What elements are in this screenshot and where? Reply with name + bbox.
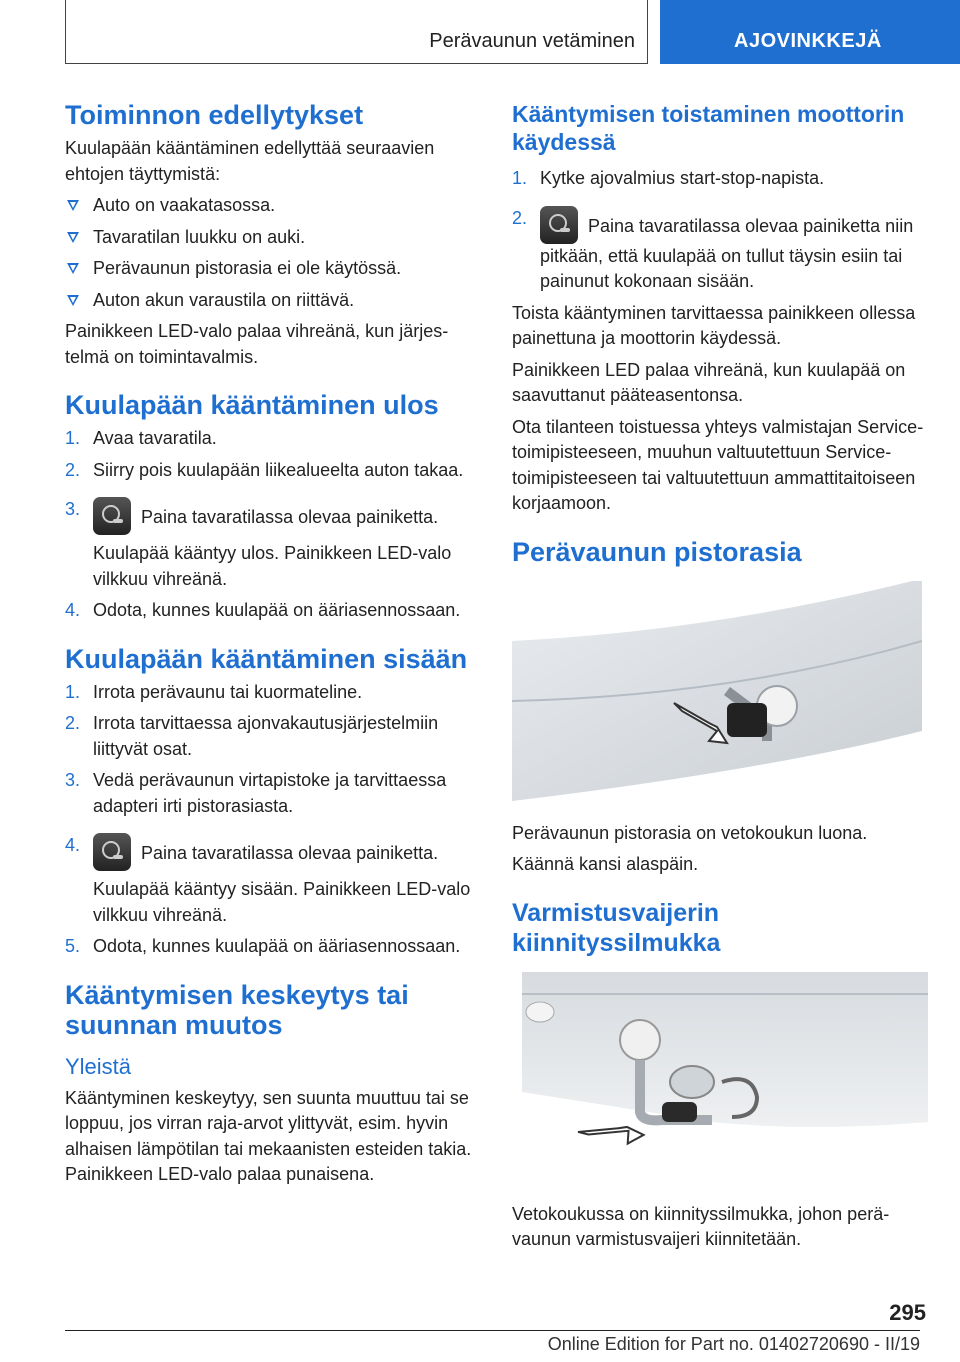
safety-loop-illustration xyxy=(512,972,928,1182)
list-item: 2. Paina tavaratilassa olevaa painiketta niin pitkään, että kuulapää on tullut täysin esiin tai painunut kokonaan sisään. xyxy=(512,207,914,291)
socket-text-1: Perävaunun pistorasia on vetokoukun luona. xyxy=(512,822,868,843)
list-item: Perävaunun pistorasia ei ole käytössä. xyxy=(65,256,481,282)
header-section-box xyxy=(65,0,648,64)
led-ready-note: Painikkeen LED-valo palaa vihreänä, kun järjestelmä on toimintavalmis. xyxy=(65,321,449,367)
list-item: 5. Odota, kunnes kuulapää on ääriasennossaan. xyxy=(65,936,461,956)
bullet-triangle-icon xyxy=(67,295,79,306)
bullet-triangle-icon xyxy=(67,232,79,243)
heading-trailer-socket: Perävaunun pistorasia xyxy=(512,536,802,567)
list-item: 3. Vedä perävaunun virtapistoke ja tarvittaessa adapteri irti pistorasiasta. xyxy=(65,770,447,816)
bullet-triangle-icon xyxy=(67,263,79,274)
left-column xyxy=(65,100,481,1188)
subheading-general: Yleistä xyxy=(65,1053,132,1079)
footer-divider xyxy=(65,1330,920,1331)
repeat-text-2: Painikkeen LED palaa vihreänä, kun kuulapää on saavuttanut pääteasentonsa. xyxy=(512,359,906,405)
heading-interruption: Kääntymisen keskeytys tai suunnan muutos xyxy=(65,979,409,1040)
tow-hitch-button-icon xyxy=(93,833,131,871)
tow-hitch-button-icon xyxy=(540,206,578,244)
header-chapter-title: AJOVINKKEJÄ xyxy=(734,30,882,52)
repeat-text-3: Ota tilanteen toistuessa yhteys valmistajan Service-toimipisteeseen, muuhun valtuutettuun Service-toimipisteeseen tai valtuutettuun ammattitaitoiseen korjaamoon. xyxy=(512,416,924,513)
list-item: Auton akun varaustila on riittävä. xyxy=(65,288,481,314)
header-section-title: Perävaunun vetäminen xyxy=(429,30,635,52)
trailer-socket-illustration xyxy=(512,581,922,801)
list-item: 4. Odota, kunnes kuulapää on ääriasennossaan. xyxy=(65,600,461,620)
list-item: 4. Paina tavaratilassa olevaa painiketta. xyxy=(65,833,481,871)
list-item: 1. Kytke ajovalmius start-stop-napista. xyxy=(512,168,825,188)
safety-loop-figure xyxy=(512,972,928,1182)
list-item: Kuulapää kääntyy ulos. Painikkeen LED-valo vilkkuu vihreänä. xyxy=(93,543,452,589)
repeat-text-1: Toista kääntyminen tarvittaessa painikkeen ollessa painettuna ja moottorin käydessä. xyxy=(512,302,916,348)
list-item: 3. Paina tavaratilassa olevaa painiketta. xyxy=(65,497,481,535)
heading-repeat-swing: Kääntymisen toistaminen moottorin käydessä xyxy=(512,101,905,155)
list-item: Auto on vaakatasossa. xyxy=(65,193,481,219)
list-item: 1. Avaa tavaratila. xyxy=(65,428,217,448)
footer-edition: Online Edition for Part no. 01402720690 - II/19 xyxy=(547,1334,920,1354)
bullet-triangle-icon xyxy=(67,200,79,211)
heading-safety-cable-loop: Varmistusvaijerin kiinnityssilmukka xyxy=(512,898,721,957)
prerequisites-intro: Kuulapään kääntäminen edellyttää seuraavien ehtojen täyttymistä: xyxy=(65,138,435,184)
header-chapter-box[interactable] xyxy=(660,0,960,64)
socket-text-2: Käännä kansi alaspäin. xyxy=(512,854,699,874)
list-item: Kuulapää kääntyy sisään. Painikkeen LED-valo vilkkuu vihreänä. xyxy=(93,879,471,925)
list-item: 2. Siirry pois kuulapään liikealueelta auton takaa. xyxy=(65,459,464,480)
right-column xyxy=(512,100,928,1253)
trailer-socket-figure xyxy=(512,581,922,801)
tow-hitch-button-icon xyxy=(93,497,131,535)
list-item: Tavaratilan luukku on auki. xyxy=(65,225,481,251)
safety-loop-text: Vetokoukussa on kiinnityssilmukka, johon perävaunun varmistusvaijeri kiinnitetään. xyxy=(512,1203,890,1249)
interruption-text: Kääntyminen keskeytyy, sen suunta muuttuu tai se loppuu, jos virran raja-arvot ylittyvät, esim. hyvin alhaisen lämpötilan tai mekaanisten esteiden takia. Painikkeen LED-valo palaa punaisena. xyxy=(65,1087,472,1184)
heading-prerequisites: Toiminnon edellytykset xyxy=(65,100,364,130)
heading-swing-out: Kuulapään kääntäminen ulos xyxy=(65,390,439,420)
heading-swing-in: Kuulapään kääntäminen sisään xyxy=(65,643,468,674)
list-item: 1. Irrota perävaunu tai kuormateline. xyxy=(65,681,363,702)
page-number: 295 xyxy=(889,1300,926,1325)
list-item: 2. Irrota tarvittaessa ajonvakautusjärjestelmiin liittyvät osat. xyxy=(65,713,439,759)
